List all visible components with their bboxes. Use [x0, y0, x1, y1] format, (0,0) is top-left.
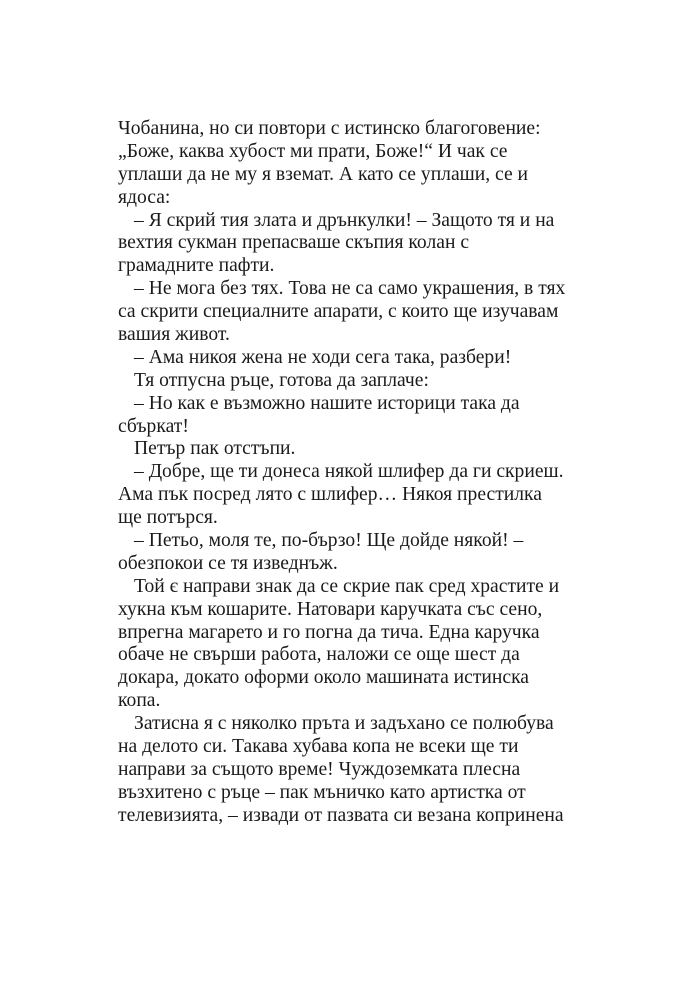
text-line: уплаши да не му я вземат. А като се уплаши, се и	[118, 163, 529, 185]
text-line: Чобанина, но си повтори с истинско благоговение:	[118, 118, 541, 139]
text-line: възхитено с ръце – пак мъничко като артистка от	[118, 781, 526, 803]
text-line: обезпокои се тя изведнъж.	[118, 552, 338, 574]
text-line: ще потърся.	[118, 507, 218, 529]
text-line: ядоса:	[118, 186, 171, 208]
text-line: докара, докато оформи около машината истинска	[118, 667, 529, 689]
text-line: на делото си. Такава хубава копа не всеки ще ти	[118, 736, 519, 758]
text-line: Ама пък посред лято с шлифер… Някоя престилка	[118, 484, 542, 506]
text-line: направи за същото време! Чуждоземката плесна	[118, 758, 521, 780]
text-line: – Но как е възможно нашите историци така да	[134, 392, 520, 414]
text-line: Затисна я с няколко пръта и задъхано се полюбува	[134, 713, 554, 735]
text-line: „Боже, каква хубост ми прати, Боже!“ И чак се	[118, 140, 508, 162]
text-line: хукна към кошарите. Натовари каручката със сено,	[118, 598, 543, 620]
text-line: впрегна магарето и го погна да тича. Една каручка	[118, 621, 540, 643]
text-line: – Добре, ще ти донеса някой шлифер да ги скриеш.	[134, 461, 564, 483]
text-line: вехтия сукман препасваше скъпия колан с	[118, 232, 470, 254]
text-line: сбъркат!	[118, 415, 189, 437]
text-line: – Ама никоя жена не ходи сега така, разбери!	[134, 346, 512, 368]
text-line: са скрити специалните апарати, с които ще изучавам	[118, 301, 559, 323]
text-line: Той є направи знак да се скрие пак сред храстите и	[134, 575, 560, 597]
text-line: Петър пак отстъпи.	[134, 438, 296, 460]
text-line: копа.	[118, 690, 161, 712]
text-line: Тя отпусна ръце, готова да заплаче:	[134, 369, 429, 391]
text-line: вашия живот.	[118, 324, 230, 346]
text-line: – Петьо, моля те, по-бързо! Ще дойде някой! –	[134, 530, 524, 552]
text-line: обаче не свърши работа, наложи се още шест да	[118, 644, 520, 666]
text-line: грамадните пафти.	[118, 255, 275, 277]
text-line: – Не мога без тях. Това не са само украшения, в тях	[134, 278, 566, 300]
page-text	[118, 118, 578, 828]
text-line: телевизията, – извади от пазвата си везана копринена	[118, 804, 564, 826]
text-line: – Я скрий тия злата и дрънкулки! – Защото тя и на	[134, 209, 555, 231]
